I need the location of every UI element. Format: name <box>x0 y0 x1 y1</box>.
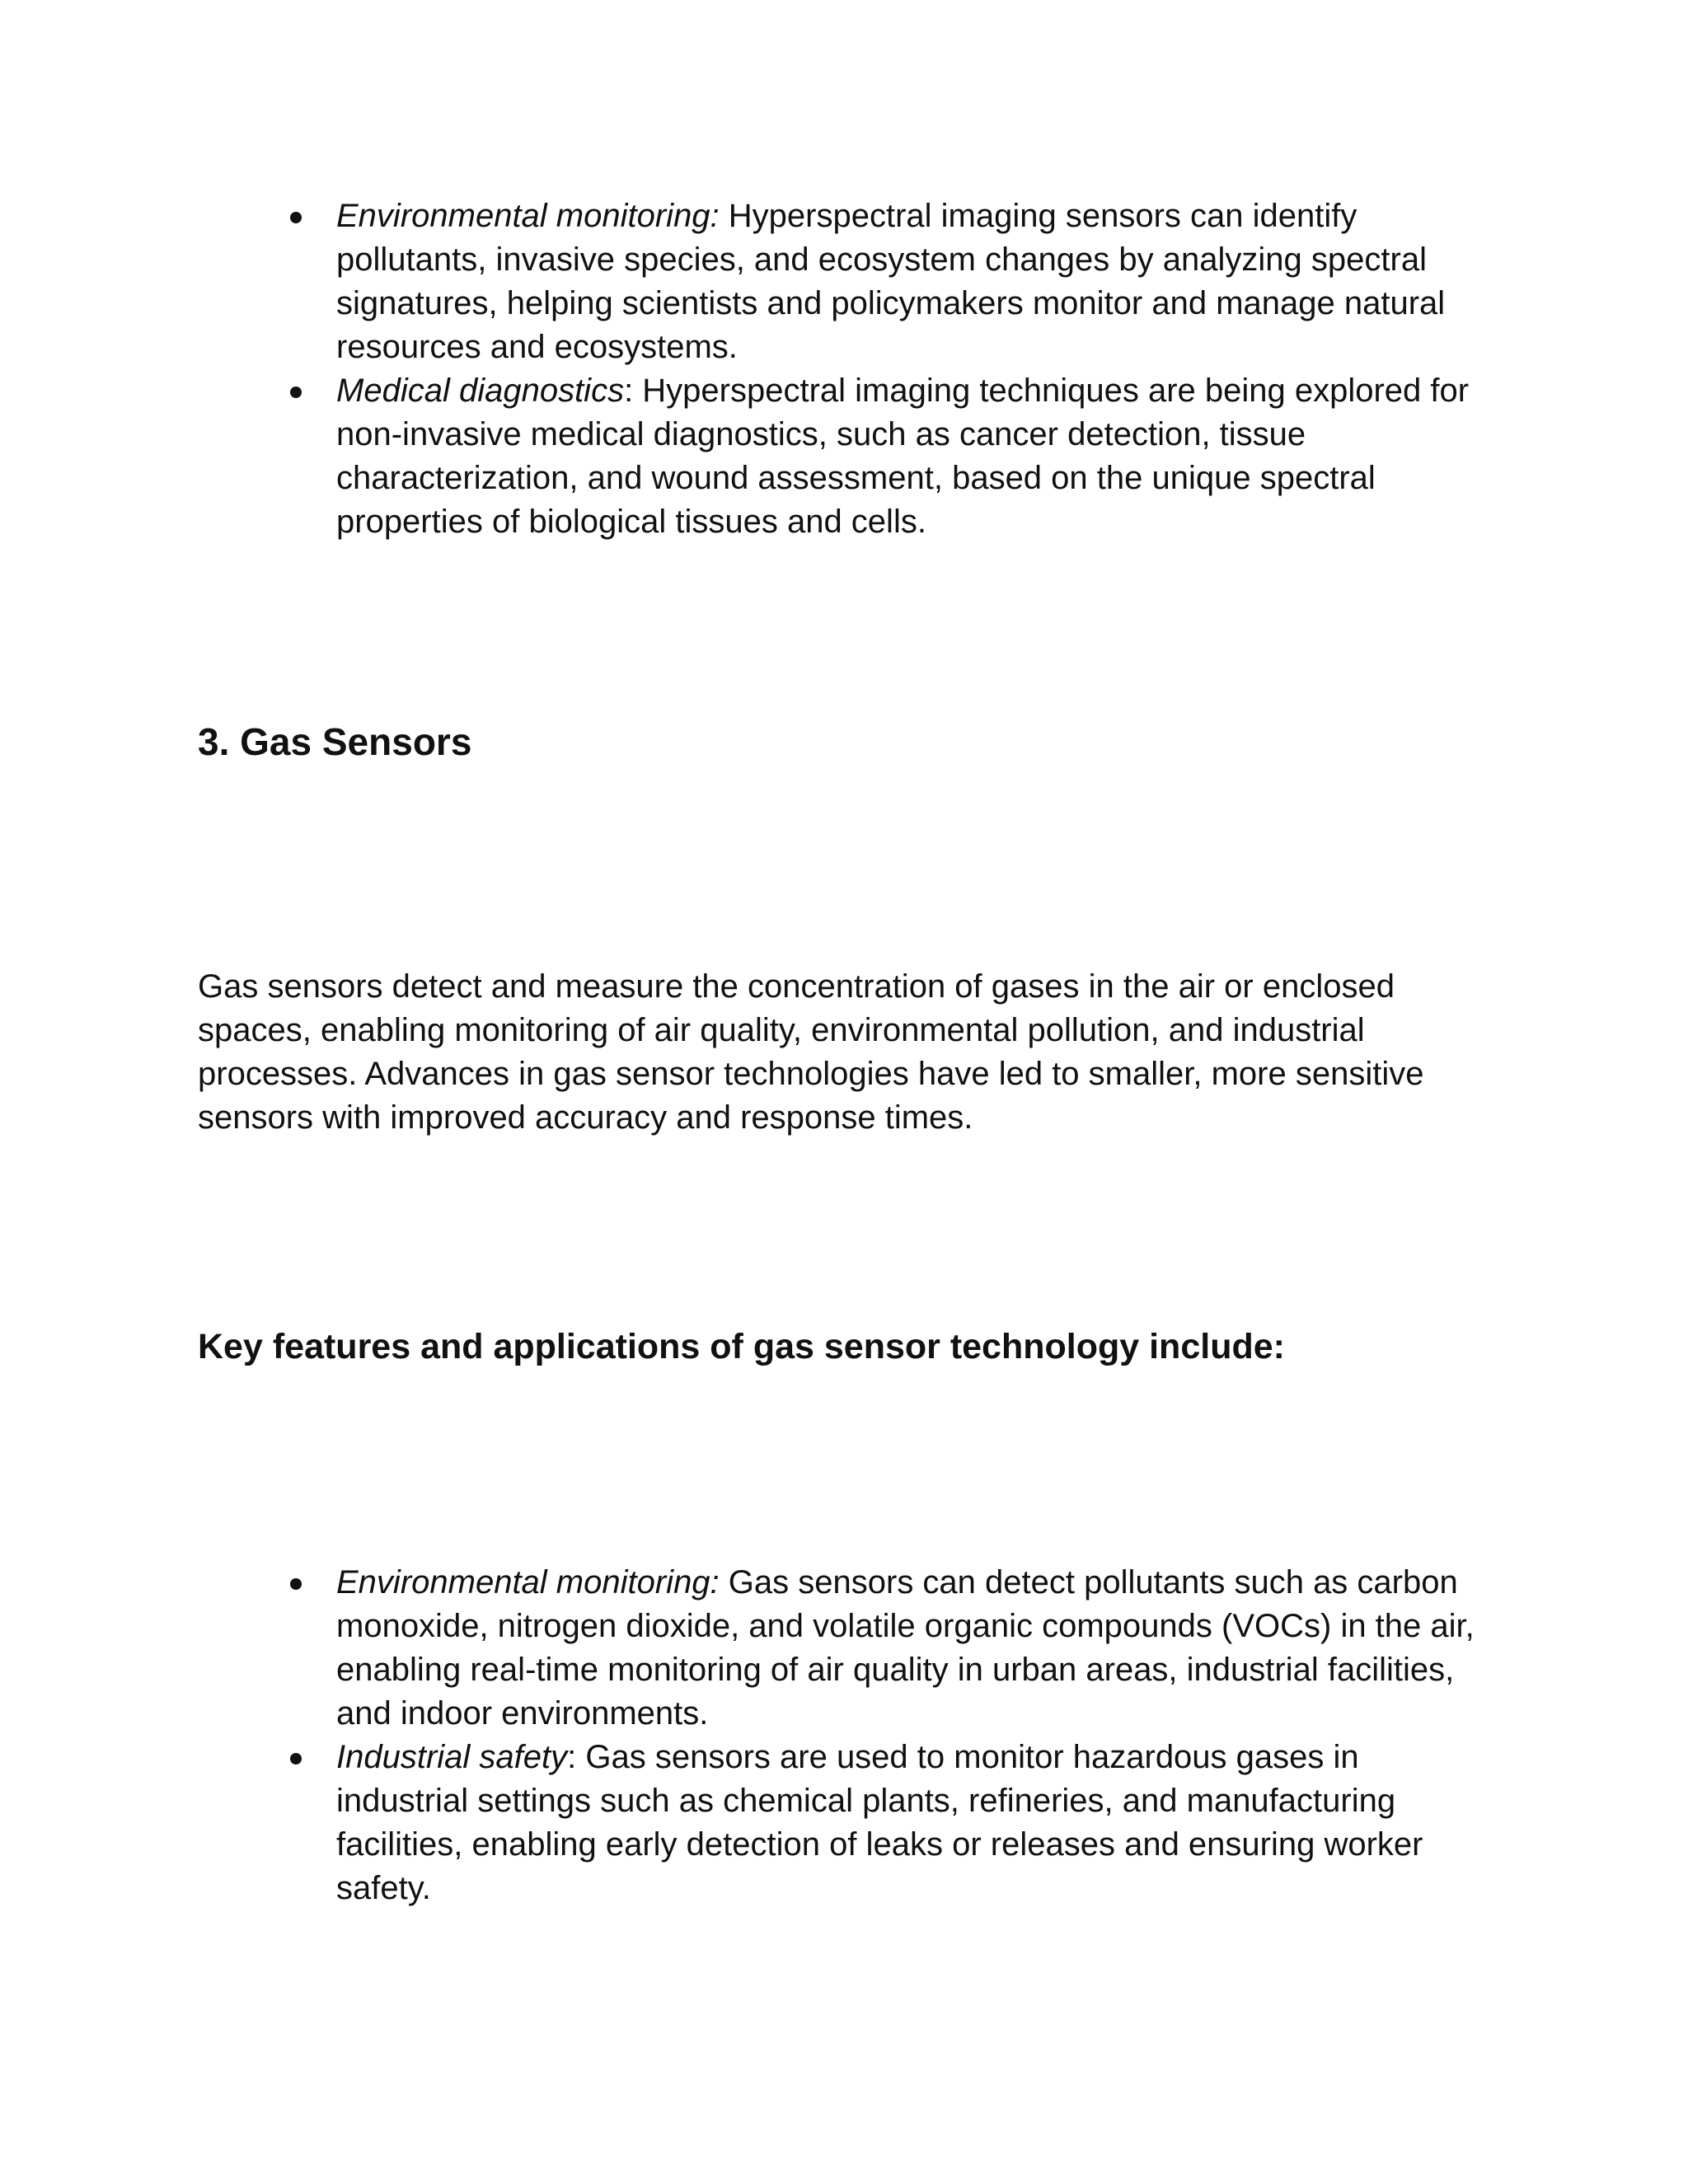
list-item-text: : Hyperspectral imaging techniques are being explored for non-invasive medical diagnostics, such as cancer detection, tissue characterization, and wound assessment, based on the unique spectral properties of biological tissues and cells. <box>336 373 1470 540</box>
bullet-icon <box>290 1578 302 1590</box>
list-item <box>280 1561 1492 1736</box>
bullet-list-hyperspectral <box>280 194 1492 544</box>
list-item-term: Industrial safety <box>336 1739 568 1775</box>
list-item <box>280 1736 1492 1910</box>
list-item <box>280 194 1492 369</box>
bullet-icon <box>290 387 302 398</box>
bullet-icon <box>290 1753 302 1765</box>
list-item <box>280 369 1492 544</box>
list-item-term: Environmental monitoring: <box>336 198 720 234</box>
list-item-term: Environmental monitoring: <box>336 1564 720 1601</box>
list-item-term: Medical diagnostics <box>336 373 625 409</box>
section-heading: 3. Gas Sensors <box>198 720 472 763</box>
list-item-text: Gas sensors can detect pollutants such as carbon monoxide, nitrogen dioxide, and volatile organic compounds (VOCs) in the air, enabling real-time monitoring of air quality in urban areas, industrial facilities, and indoor environments. <box>336 1564 1475 1732</box>
bullet-icon <box>290 212 302 223</box>
list-item-text: : Gas sensors are used to monitor hazardous gases in industrial settings such as chemical plants, refineries, and manufacturing facilities, enabling early detection of leaks or releases and ensuring worker safety. <box>336 1739 1423 1906</box>
list-item-text: Hyperspectral imaging sensors can identify pollutants, invasive species, and ecosystem changes by analyzing spectral signatures, helping scientists and policymakers monitor and manage natural resources and ecosystems. <box>336 198 1446 365</box>
section-subheading: Key features and applications of gas sensor technology include: <box>198 1327 1285 1366</box>
bullet-list-gas-sensors <box>280 1561 1492 1910</box>
section-paragraph: Gas sensors detect and measure the concentration of gases in the air or enclosed spaces, enabling monitoring of air quality, environmental pollution, and industrial processes. Advances in gas sensor technologies have led to smaller, more sensitive sensors with improved accuracy and response times. <box>198 968 1424 1136</box>
